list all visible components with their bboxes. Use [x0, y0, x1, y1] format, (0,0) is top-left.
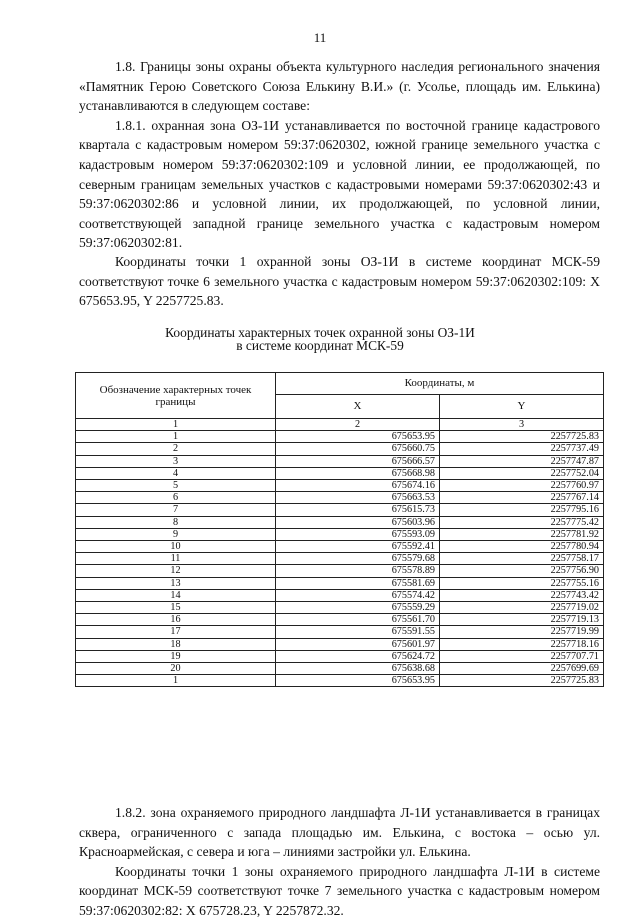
point-number-cell: 13	[76, 577, 276, 589]
y-coordinate-cell: 2257737.49	[440, 443, 604, 455]
y-coordinate-cell: 2257758.17	[440, 553, 604, 565]
x-coordinate-cell: 675601.97	[276, 638, 440, 650]
point-number-cell: 20	[76, 663, 276, 675]
x-coordinate-cell: 675663.53	[276, 492, 440, 504]
x-coordinate-cell: 675653.95	[276, 675, 440, 687]
x-coordinate-cell: 675624.72	[276, 650, 440, 662]
y-coordinate-cell: 2257719.02	[440, 602, 604, 614]
header-point-designation: Обозначение характерных точек границы	[76, 373, 276, 419]
y-coordinate-cell: 2257725.83	[440, 675, 604, 687]
x-coordinate-cell: 675574.42	[276, 589, 440, 601]
table-row	[76, 467, 604, 479]
x-coordinate-cell: 675591.55	[276, 626, 440, 638]
x-coordinate-cell: 675581.69	[276, 577, 440, 589]
table-row	[76, 492, 604, 504]
x-coordinate-cell: 675578.89	[276, 565, 440, 577]
section-1-text	[79, 57, 600, 253]
table-title	[0, 326, 640, 352]
x-coordinate-cell: 675615.73	[276, 504, 440, 516]
x-coordinate-cell: 675592.41	[276, 541, 440, 553]
x-coordinate-cell: 675668.98	[276, 467, 440, 479]
y-coordinate-cell: 2257719.13	[440, 614, 604, 626]
point-number-cell: 11	[76, 553, 276, 565]
y-coordinate-cell: 2257781.92	[440, 528, 604, 540]
y-coordinate-cell: 2257699.69	[440, 663, 604, 675]
point-number-cell: 1	[76, 675, 276, 687]
header-y: Y	[440, 395, 604, 419]
paragraph-1-8: 1.8. Границы зоны охраны объекта культурного наследия регионального значения «Памятник Герою Советского Союза Елькину В.И.» (г. Усолье, площадь им. Елькина) устанавливаются в следующем составе:	[79, 59, 600, 114]
table-row	[76, 663, 604, 675]
x-coordinate-cell: 675579.68	[276, 553, 440, 565]
table-row	[76, 614, 604, 626]
column-number-row	[76, 419, 604, 431]
point-number-cell: 17	[76, 626, 276, 638]
x-coordinate-cell: 675666.57	[276, 455, 440, 467]
table-row	[76, 541, 604, 553]
table-row	[76, 443, 604, 455]
paragraph-point-1-coordinates: Координаты точки 1 охранной зоны ОЗ-1И в системе координат МСК-59 соответствуют точке 6 земельного участка с кадастровым номером 59:37:0620302:109: X 675653.95, Y 2257725.83.	[79, 254, 600, 309]
table-row	[76, 589, 604, 601]
point-number-cell: 9	[76, 528, 276, 540]
table-row	[76, 577, 604, 589]
y-coordinate-cell: 2257767.14	[440, 492, 604, 504]
table-row	[76, 626, 604, 638]
y-coordinate-cell: 2257747.87	[440, 455, 604, 467]
point-number-cell: 10	[76, 541, 276, 553]
table-title-line-1: Координаты характерных точек охранной зоны ОЗ-1И	[165, 325, 475, 340]
y-coordinate-cell: 2257760.97	[440, 480, 604, 492]
table-row	[76, 504, 604, 516]
table-row	[76, 553, 604, 565]
y-coordinate-cell: 2257795.16	[440, 504, 604, 516]
y-coordinate-cell: 2257775.42	[440, 516, 604, 528]
column-number-cell: 3	[440, 419, 604, 431]
table-row	[76, 516, 604, 528]
point-number-cell: 15	[76, 602, 276, 614]
table-body	[76, 419, 604, 687]
point-number-cell: 5	[76, 480, 276, 492]
table-row	[76, 480, 604, 492]
x-coordinate-cell: 675593.09	[276, 528, 440, 540]
table-row	[76, 638, 604, 650]
column-number-cell: 1	[76, 419, 276, 431]
table-row	[76, 565, 604, 577]
point-number-cell: 19	[76, 650, 276, 662]
table-row	[76, 455, 604, 467]
point-number-cell: 3	[76, 455, 276, 467]
point-number-cell: 16	[76, 614, 276, 626]
table-row	[76, 650, 604, 662]
point-number-cell: 4	[76, 467, 276, 479]
table-row	[76, 528, 604, 540]
paragraph-landscape-point-coordinates: Координаты точки 1 зоны охраняемого природного ландшафта Л-1И в системе координат МСК-59 соответствуют точке 7 земельного участка с кадастровым номером 59:37:0620302:82: X 675728.23, Y 2257872.32.	[79, 863, 600, 918]
x-coordinate-cell: 675561.70	[276, 614, 440, 626]
point-number-cell: 7	[76, 504, 276, 516]
y-coordinate-cell: 2257707.71	[440, 650, 604, 662]
header-x: X	[276, 395, 440, 419]
point-number-cell: 14	[76, 589, 276, 601]
y-coordinate-cell: 2257780.94	[440, 541, 604, 553]
section-1-coordinates-text	[79, 252, 600, 311]
table-row	[76, 602, 604, 614]
page-number: 11	[313, 30, 327, 45]
x-coordinate-cell: 675653.95	[276, 431, 440, 443]
y-coordinate-cell: 2257725.83	[440, 431, 604, 443]
table-title-line-2: в системе координат МСК-59	[236, 338, 404, 353]
paragraph-1-8-2: 1.8.2. зона охраняемого природного ландшафта Л-1И устанавливается в границах сквера, ограниченного с запада площадью им. Елькина, с востока – осью ул. Красноармейская, с севера и юга – линиями застройки ул. Елькина.	[79, 805, 600, 860]
paragraph-1-8-1: 1.8.1. охранная зона ОЗ-1И устанавливается по восточной границе кадастрового квартала с кадастровым номером 59:37:0620302, южной границе земельного участка с кадастровым номером 59:37:0620302:109 и условной линии, ее продолжающей, по северным границам земельных участков с кадастровыми номерами 59:37:0620302:43 и 59:37:0620302:86 и условной линии, их продолжающей, по условной линии, соответствующей западной границе земельного участка с кадастровым номером 59:37:0620302:81.	[79, 117, 600, 251]
x-coordinate-cell: 675603.96	[276, 516, 440, 528]
x-coordinate-cell: 675660.75	[276, 443, 440, 455]
header-coordinates: Координаты, м	[276, 373, 604, 395]
y-coordinate-cell: 2257756.90	[440, 565, 604, 577]
point-number-cell: 18	[76, 638, 276, 650]
point-number-cell: 1	[76, 431, 276, 443]
y-coordinate-cell: 2257718.16	[440, 638, 604, 650]
point-number-cell: 6	[76, 492, 276, 504]
coordinates-table	[75, 372, 604, 687]
y-coordinate-cell: 2257755.16	[440, 577, 604, 589]
point-number-cell: 12	[76, 565, 276, 577]
column-number-cell: 2	[276, 419, 440, 431]
table-row	[76, 675, 604, 687]
y-coordinate-cell: 2257752.04	[440, 467, 604, 479]
point-number-cell: 8	[76, 516, 276, 528]
point-number-cell: 2	[76, 443, 276, 455]
table-row	[76, 431, 604, 443]
x-coordinate-cell: 675674.16	[276, 480, 440, 492]
x-coordinate-cell: 675638.68	[276, 663, 440, 675]
y-coordinate-cell: 2257743.42	[440, 589, 604, 601]
y-coordinate-cell: 2257719.99	[440, 626, 604, 638]
section-2-text	[79, 803, 600, 921]
x-coordinate-cell: 675559.29	[276, 602, 440, 614]
